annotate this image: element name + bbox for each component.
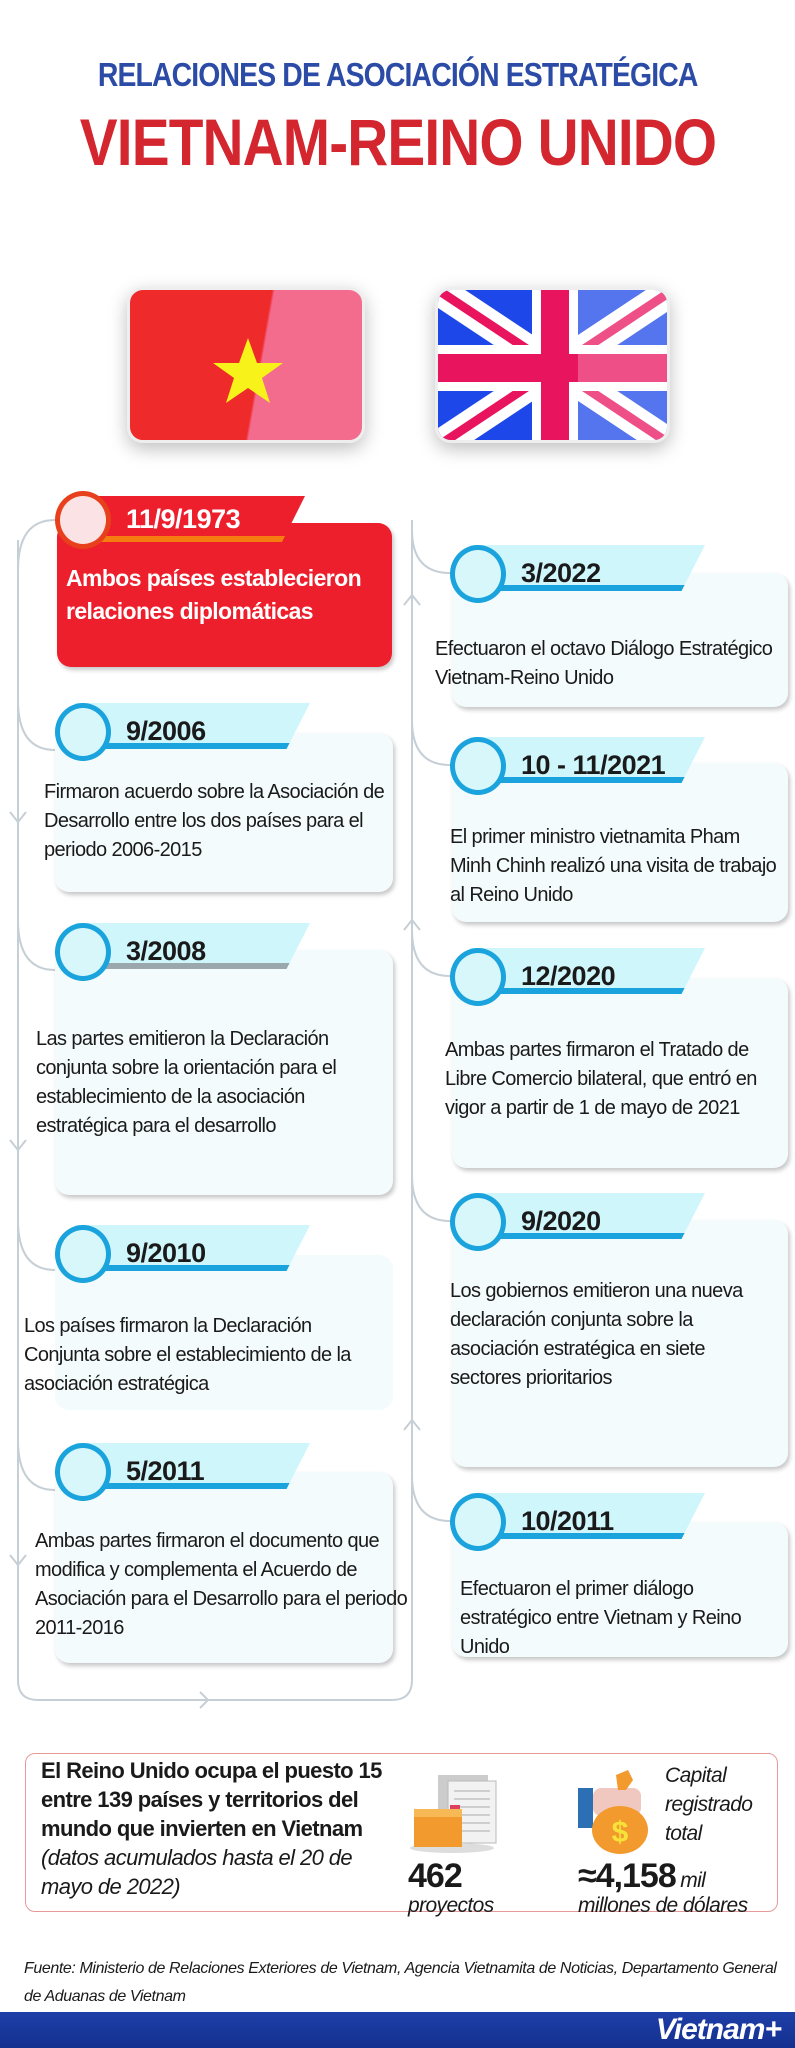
event-date: 10 - 11/2021 (521, 750, 666, 780)
vietnamplus-logo[interactable]: Vietnam+ (655, 2013, 781, 2046)
documents-icon (410, 1775, 500, 1855)
event-date: 5/2011 (126, 1456, 205, 1486)
timeline-dot-icon (450, 948, 506, 1006)
svg-text:$: $ (611, 1816, 629, 1849)
event-description: Los países firmaron la Declaración Conjunta sobre el establecimiento de la asociación estratégica (24, 1315, 351, 1395)
subtitle: RELACIONES DE ASOCIACIÓN ESTRATÉGICA (97, 56, 698, 93)
event-date: 9/2010 (126, 1238, 206, 1268)
vietnam-flag-icon (127, 287, 365, 443)
timeline-dot-icon (450, 545, 506, 603)
capital-label: Capital registrado total (665, 1764, 753, 1845)
event-date: 3/2022 (521, 558, 601, 588)
timeline-dot-icon (55, 1225, 111, 1283)
event-description: Efectuaron el octavo Diálogo Estratégico Vietnam-Reino Unido (435, 638, 773, 689)
timeline-dot-icon (55, 703, 111, 761)
capital-unit: mil (680, 1869, 706, 1892)
money-bag-icon (578, 1770, 658, 1855)
event-date: 9/2006 (126, 716, 206, 746)
event-date: 9/2020 (521, 1206, 601, 1236)
event-description: Firmaron acuerdo sobre la Asociación de Desarrollo entre los dos países para el periodo 2006-2015 (44, 781, 385, 861)
timeline-dot-icon (55, 491, 111, 549)
event-description: Ambos países establecieron relaciones diplomáticas (66, 565, 362, 624)
event-date: 3/2008 (126, 936, 206, 966)
capital-value: ≈4,158 (578, 1857, 676, 1895)
event-date: 12/2020 (521, 961, 616, 991)
event-description: Ambas partes firmaron el Tratado de Libre Comercio bilateral, que entró en vigor a partir de 1 de mayo de 2021 (445, 1039, 757, 1119)
capital-unit-label: millones de dólares (578, 1894, 748, 1917)
event-description: Las partes emitieron la Declaración conjunta sobre la orientación para el establecimiento de la asociación estratégica para el desarrollo (36, 1028, 337, 1137)
investment-ranking-text: El Reino Unido ocupa el puesto 15 entre 139 países y territorios del mundo que invierten en Vietnam (datos acumulados hasta el 20 de mayo de 2022) (41, 1758, 382, 1899)
projects-label: proyectos (408, 1894, 494, 1917)
timeline-dot-icon (450, 1193, 506, 1251)
event-description: Los gobiernos emitieron una nueva declaración conjunta sobre la asociación estratégica en siete sectores prioritarios (450, 1280, 743, 1389)
source-text: Fuente: Ministerio de Relaciones Exteriores de Vietnam, Agencia Vietnamita de Noticias, Departamento General de Aduanas de Vietnam (24, 1960, 777, 2005)
uk-flag-icon (435, 287, 670, 443)
event-description: Efectuaron el primer diálogo estratégico entre Vietnam y Reino Unido (460, 1578, 742, 1658)
timeline-dot-icon (55, 923, 111, 981)
timeline-dot-icon (450, 1493, 506, 1551)
event-description: Ambas partes firmaron el documento que modifica y complementa el Acuerdo de Asociación para el Desarrollo para el periodo 2011-2016 (35, 1530, 408, 1639)
timeline-dot-icon (55, 1443, 111, 1501)
page-title: VIETNAM-REINO UNIDO (79, 105, 716, 179)
timeline-dot-icon (450, 737, 506, 795)
event-description: El primer ministro vietnamita Pham Minh Chinh realizó una visita de trabajo al Reino Unido (450, 826, 777, 906)
projects-value: 462 (408, 1857, 462, 1895)
footer-bar (0, 2012, 795, 2048)
capital-value-row (578, 1857, 705, 1896)
event-date: 11/9/1973 (126, 504, 241, 534)
event-date: 10/2011 (521, 1506, 614, 1536)
